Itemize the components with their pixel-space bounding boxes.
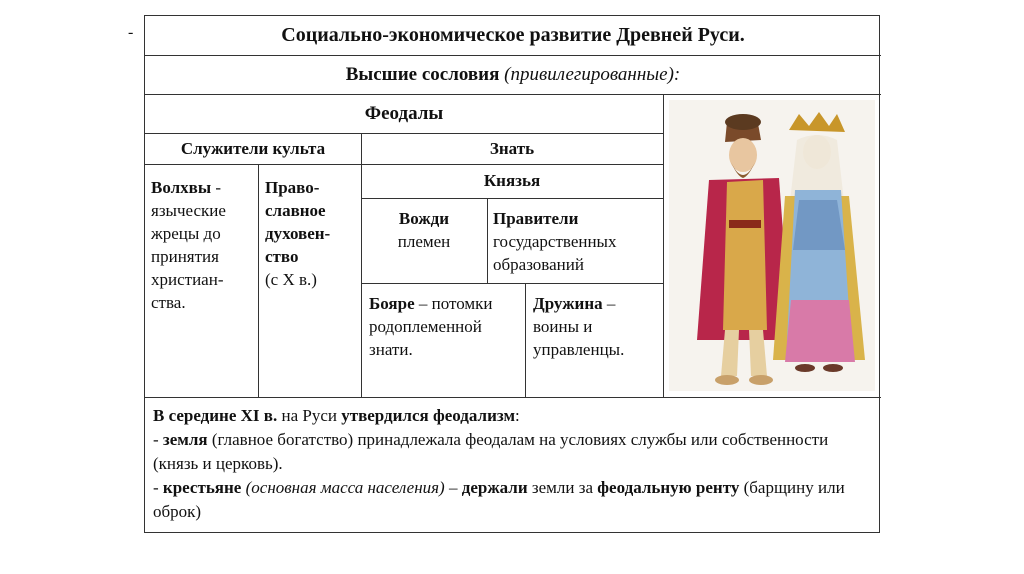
orthodox-text: (с X в.): [265, 270, 317, 289]
prince-princess-illustration: [669, 100, 875, 391]
volkhvy-label: Волхвы: [151, 178, 212, 197]
divider: [258, 164, 259, 397]
summary-emphasis: держали: [461, 478, 528, 497]
volkhvy-cell: [151, 176, 255, 314]
summary-line: [153, 404, 875, 428]
chiefs-label: Вожди: [398, 209, 450, 228]
divider: [525, 283, 526, 397]
summary-text: земли за: [527, 478, 598, 497]
estates-heading: [145, 55, 881, 94]
summary-note: (основная масса населения): [245, 478, 445, 497]
orthodox-label: Право- славное духовен- ство: [265, 178, 331, 266]
summary-text: –: [444, 478, 462, 497]
divider: [361, 283, 663, 284]
summary-text: -: [153, 430, 163, 449]
summary-line: [153, 428, 875, 476]
divider: [663, 94, 664, 397]
divider: [487, 198, 488, 283]
estates-label: Высшие сословия: [345, 64, 500, 85]
boyars-cell: [369, 292, 521, 361]
summary-text: (барщину или оброк): [153, 478, 845, 521]
summary-emphasis: земля: [162, 430, 208, 449]
princes-heading: Князья: [483, 171, 541, 190]
summary-emphasis: В середине XI в.: [153, 406, 278, 425]
chiefs-cell: [361, 207, 487, 253]
summary-text: на Руси: [277, 406, 342, 425]
feudals-heading: Феодалы: [364, 103, 444, 124]
divider: [145, 397, 881, 398]
clergy-heading: Служители культа: [180, 139, 326, 158]
summary-text: :: [515, 406, 520, 425]
slide-marker: -: [128, 24, 134, 41]
chiefs-text: племен: [397, 232, 451, 251]
page-title: Социально-экономическое развитие Древней Руси.: [281, 24, 745, 46]
summary-text: -: [153, 478, 163, 497]
summary-emphasis: крестьяне: [162, 478, 242, 497]
illustration-cell: [669, 100, 875, 391]
boyars-text: – потомки родоплеменной знати.: [369, 294, 493, 359]
druzhina-cell: [533, 292, 661, 361]
rulers-text: государственных образований: [493, 232, 617, 274]
volkhvy-text: - языческие жрецы до принятия христиан- ства.: [151, 178, 226, 312]
summary-block: [153, 404, 875, 524]
nobility-heading: Знать: [489, 139, 535, 158]
druzhina-text: – воины и управленцы.: [533, 294, 625, 359]
orthodox-cell: [265, 176, 357, 291]
druzhina-label: Дружина: [533, 294, 603, 313]
summary-emphasis: утвердился феодализм: [341, 406, 516, 425]
boyars-label: Бояре: [369, 294, 415, 313]
rulers-cell: [493, 207, 661, 276]
divider: [361, 198, 663, 199]
summary-text: (главное богатство) принадлежала феодалам на условиях службы или собственности (князь и церковь).: [153, 430, 829, 473]
rulers-label: Правители: [493, 209, 579, 228]
feudal-table: [144, 15, 880, 533]
estates-note: (привилегированные):: [504, 64, 681, 85]
summary-line: [153, 476, 875, 524]
summary-emphasis: феодальную ренту: [597, 478, 740, 497]
